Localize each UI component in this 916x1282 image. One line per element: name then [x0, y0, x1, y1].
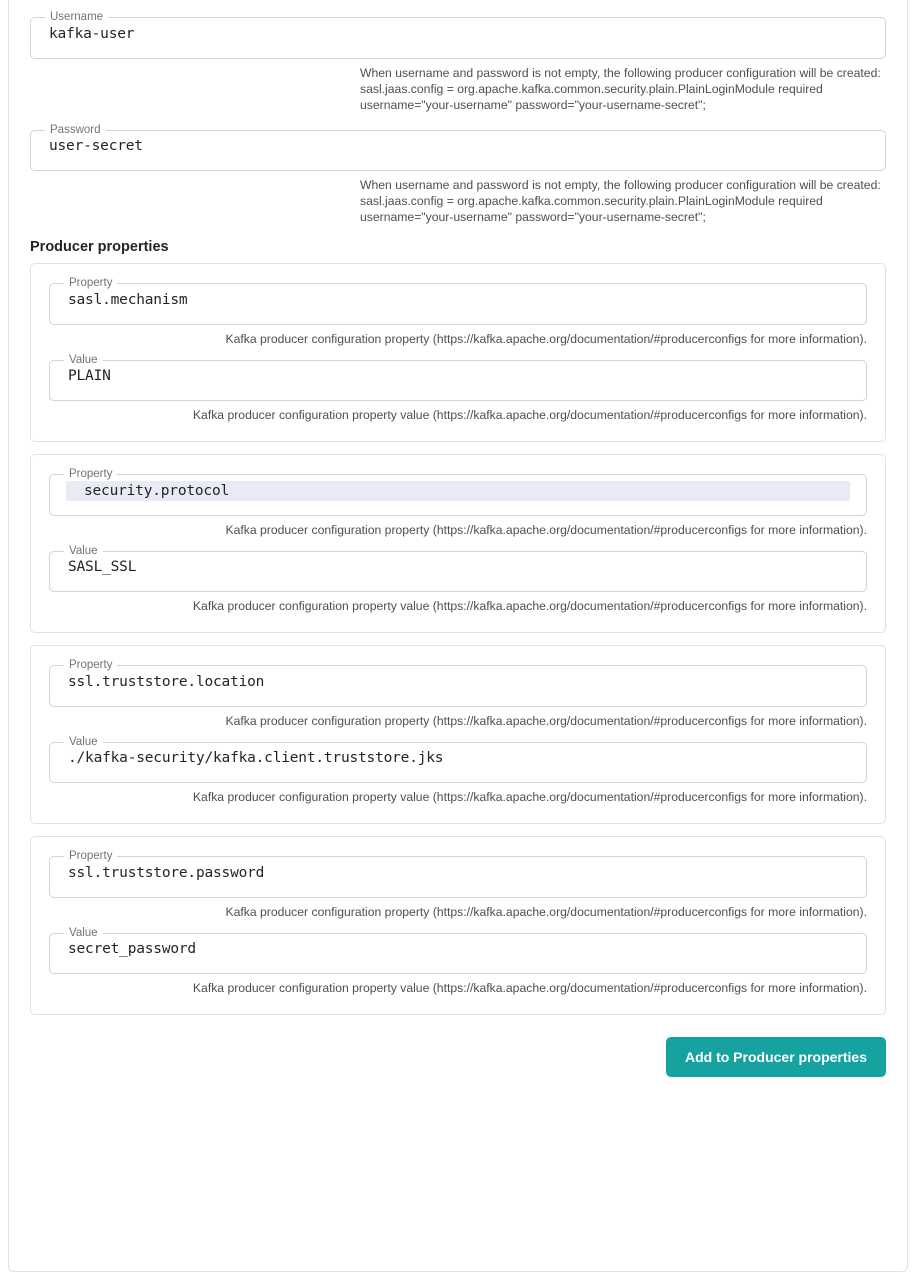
value-help-text: Kafka producer configuration property value (https://kafka.apache.org/documentation/#producerconfigs for more information). — [192, 599, 867, 613]
value-label: Value — [69, 926, 98, 939]
property-field-group[interactable] — [49, 278, 867, 325]
value-input[interactable]: PLAIN — [68, 368, 111, 384]
password-field-group[interactable] — [30, 125, 886, 172]
property-input[interactable]: ssl.truststore.password — [68, 864, 265, 881]
value-label: Value — [69, 544, 98, 557]
property-input[interactable]: sasl.mechanism — [68, 291, 188, 308]
username-help-text: When username and password is not empty, the following producer configuration will be created: sasl.jaas.config = org.apache.kafka.common.security.plain.PlainLoginModule required username="your-username" password="your-username-secret"; — [360, 65, 881, 112]
password-help-text: When username and password is not empty, the following producer configuration will be created: sasl.jaas.config = org.apache.kafka.common.security.plain.PlainLoginModule required username="your-username" password="your-username-secret"; — [360, 178, 881, 224]
value-help-text: Kafka producer configuration property value (https://kafka.apache.org/documentation/#producerconfigs for more information). — [192, 981, 867, 995]
property-label: Property — [69, 659, 113, 671]
property-label: Property — [69, 850, 113, 862]
property-input[interactable]: ssl.truststore.location — [68, 673, 265, 690]
property-field-group[interactable] — [49, 851, 867, 898]
value-label: Value — [69, 353, 98, 366]
producer-property-card — [30, 263, 886, 442]
password-input[interactable]: user-secret — [49, 138, 143, 154]
username-field-group[interactable] — [30, 12, 886, 59]
property-help-text: Kafka producer configuration property (https://kafka.apache.org/documentation/#producerconfigs for more information). — [225, 331, 867, 346]
value-input[interactable]: SASL_SSL — [68, 559, 137, 575]
form-footer — [30, 1027, 886, 1077]
producer-property-card — [30, 836, 886, 1015]
property-help-text: Kafka producer configuration property (https://kafka.apache.org/documentation/#producerconfigs for more information). — [225, 713, 867, 728]
property-label: Property — [69, 468, 113, 480]
password-label: Password — [50, 123, 101, 136]
value-field-group[interactable] — [49, 737, 867, 784]
property-label: Property — [69, 277, 113, 289]
property-field-group[interactable] — [49, 469, 867, 516]
value-field-group[interactable] — [49, 928, 867, 975]
value-field-group[interactable] — [49, 355, 867, 402]
value-input[interactable]: secret_password — [68, 941, 196, 957]
property-field-group[interactable] — [49, 660, 867, 707]
value-help-text: Kafka producer configuration property value (https://kafka.apache.org/documentation/#producerconfigs for more information). — [192, 408, 867, 422]
producer-properties-title: Producer properties — [30, 239, 169, 255]
username-label: Username — [50, 11, 104, 23]
property-help-text: Kafka producer configuration property (https://kafka.apache.org/documentation/#producerconfigs for more information). — [225, 904, 867, 919]
value-label: Value — [69, 735, 98, 748]
producer-property-card — [30, 645, 886, 824]
producer-property-card — [30, 454, 886, 633]
property-input[interactable]: security.protocol — [66, 481, 850, 501]
add-to-producer-properties-button[interactable]: Add to Producer properties — [666, 1037, 886, 1077]
value-input[interactable]: ./kafka-security/kafka.client.truststore.jks — [68, 750, 444, 766]
value-field-group[interactable] — [49, 546, 867, 593]
value-help-text: Kafka producer configuration property value (https://kafka.apache.org/documentation/#producerconfigs for more information). — [192, 790, 867, 804]
property-help-text: Kafka producer configuration property (https://kafka.apache.org/documentation/#producerconfigs for more information). — [225, 522, 867, 537]
username-input[interactable]: kafka-user — [49, 25, 135, 42]
